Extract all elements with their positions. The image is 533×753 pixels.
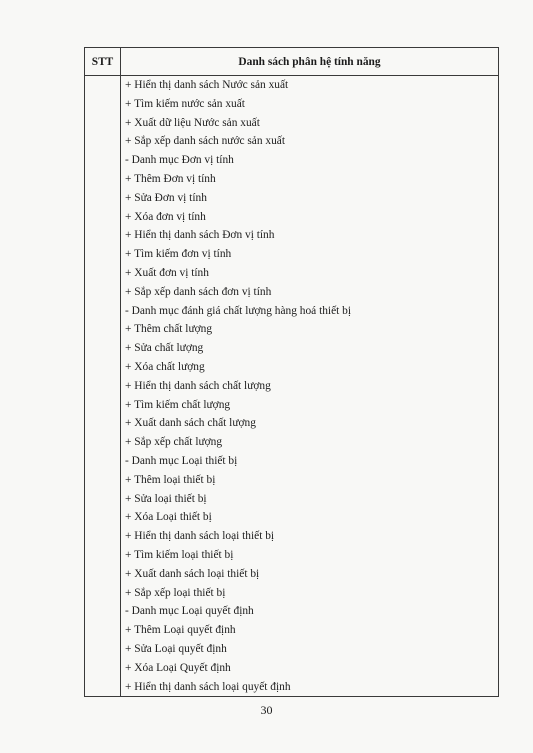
table-header-row [85, 48, 499, 76]
list-item: + Thêm Đơn vị tính [125, 172, 216, 185]
list-item: + Hiển thị danh sách Nước sản xuất [125, 79, 289, 91]
list-item: + Sắp xếp loại thiết bị [125, 586, 226, 599]
list-item: + Sắp xếp chất lượng [125, 436, 223, 449]
list-item: + Xuất danh sách loại thiết bị [125, 567, 260, 580]
list-item: + Thêm Loại quyết định [125, 624, 236, 637]
list-item: + Thêm chất lượng [125, 323, 213, 336]
list-item: - Danh mục đánh giá chất lượng hàng hoá thiết bị [125, 304, 352, 317]
feature-table [84, 47, 499, 697]
stt-cell [85, 76, 121, 697]
page-number: 30 [260, 703, 273, 717]
list-item: + Thêm loại thiết bị [125, 473, 216, 486]
list-item: + Xóa chất lượng [125, 360, 205, 373]
list-item: + Hiển thị danh sách chất lượng [125, 379, 271, 392]
list-item: + Sửa loại thiết bị [125, 492, 207, 505]
list-item: + Tìm kiếm chất lượng [125, 398, 231, 411]
header-features: Danh sách phân hệ tính năng [121, 48, 499, 76]
table-row [85, 76, 499, 697]
list-item: + Tìm kiếm nước sản xuất [125, 97, 245, 110]
list-item: + Xuất danh sách chất lượng [125, 417, 256, 430]
list-item: + Tìm kiếm loại thiết bị [125, 548, 234, 561]
list-item: + Xuất đơn vị tính [125, 266, 209, 279]
feature-list [121, 76, 498, 696]
list-item: + Sắp xếp danh sách nước sản xuất [125, 135, 286, 148]
list-item: + Sửa chất lượng [125, 342, 204, 355]
list-item: + Hiển thị danh sách loại quyết định [125, 680, 291, 693]
list-item: - Danh mục Loại thiết bị [125, 454, 238, 467]
list-item: + Hiển thị danh sách loại thiết bị [125, 530, 275, 543]
list-item: - Danh mục Loại quyết định [125, 605, 254, 618]
list-item: + Xóa Loại Quyết định [125, 661, 231, 674]
list-item: + Hiển thị danh sách Đơn vị tính [125, 229, 275, 242]
list-item: + Xóa đơn vị tính [125, 210, 206, 223]
header-stt: STT [85, 48, 121, 76]
list-item: + Sắp xếp danh sách đơn vị tính [125, 285, 272, 298]
list-item: + Sửa Loại quyết định [125, 642, 227, 655]
features-cell [121, 76, 499, 697]
list-item: + Sửa Đơn vị tính [125, 191, 207, 204]
list-item: + Xuất dữ liệu Nước sản xuất [125, 116, 260, 129]
list-item: + Xóa Loại thiết bị [125, 511, 212, 524]
list-item: - Danh mục Đơn vị tính [125, 154, 234, 167]
list-item: + Tìm kiếm đơn vị tính [125, 248, 232, 261]
